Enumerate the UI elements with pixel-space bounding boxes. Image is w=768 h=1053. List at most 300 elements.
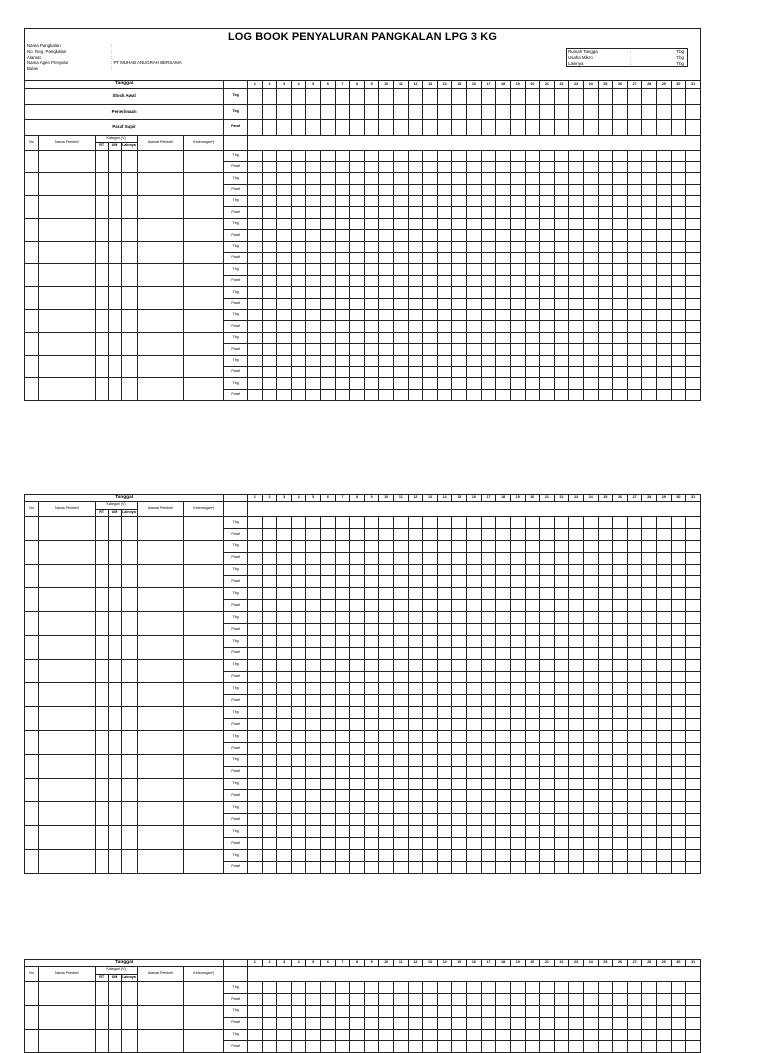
day-cell[interactable]: [554, 378, 569, 389]
no-cell[interactable]: [25, 309, 39, 332]
day-cell[interactable]: [291, 707, 306, 719]
day-cell[interactable]: [277, 378, 292, 389]
day-cell[interactable]: [306, 89, 321, 105]
day-cell[interactable]: [248, 161, 263, 172]
day-cell[interactable]: [510, 790, 525, 802]
day-cell[interactable]: [452, 707, 467, 719]
day-cell[interactable]: [335, 814, 350, 826]
day-cell[interactable]: [437, 635, 452, 647]
day-cell[interactable]: [510, 600, 525, 612]
day-cell[interactable]: [277, 849, 292, 861]
day-cell[interactable]: [364, 207, 379, 218]
day-cell[interactable]: [321, 528, 336, 540]
day-cell[interactable]: [408, 309, 423, 320]
keterangan-cell[interactable]: [184, 1029, 224, 1053]
day-cell[interactable]: [583, 1017, 598, 1029]
day-cell[interactable]: [496, 184, 511, 195]
day-cell[interactable]: [554, 104, 569, 120]
day-cell[interactable]: [291, 635, 306, 647]
um-cell[interactable]: [108, 287, 121, 310]
day-cell[interactable]: [496, 309, 511, 320]
day-cell[interactable]: [569, 826, 584, 838]
day-cell[interactable]: [481, 659, 496, 671]
day-cell[interactable]: [335, 683, 350, 695]
lainnya-cell[interactable]: [121, 683, 137, 707]
day-cell[interactable]: [379, 731, 394, 743]
day-cell[interactable]: [525, 184, 540, 195]
day-cell[interactable]: [423, 528, 438, 540]
alamat-cell[interactable]: [137, 982, 184, 1006]
day-cell[interactable]: [540, 218, 555, 229]
day-cell[interactable]: [277, 1005, 292, 1017]
day-cell[interactable]: [379, 1005, 394, 1017]
day-cell[interactable]: [291, 993, 306, 1005]
day-cell[interactable]: [686, 731, 701, 743]
day-cell[interactable]: [423, 742, 438, 754]
day-cell[interactable]: [496, 742, 511, 754]
day-cell[interactable]: [686, 196, 701, 207]
day-cell[interactable]: [452, 230, 467, 241]
day-cell[interactable]: [262, 355, 277, 366]
day-cell[interactable]: [335, 731, 350, 743]
day-cell[interactable]: [437, 982, 452, 994]
day-cell[interactable]: [262, 790, 277, 802]
day-cell[interactable]: [613, 612, 628, 624]
day-cell[interactable]: [583, 321, 598, 332]
day-cell[interactable]: [510, 287, 525, 298]
day-cell[interactable]: [335, 517, 350, 529]
day-cell[interactable]: [379, 814, 394, 826]
day-cell[interactable]: [277, 230, 292, 241]
day-cell[interactable]: [510, 241, 525, 252]
day-cell[interactable]: [277, 104, 292, 120]
day-cell[interactable]: [291, 849, 306, 861]
day-cell[interactable]: [423, 683, 438, 695]
day-cell[interactable]: [598, 207, 613, 218]
day-cell[interactable]: [540, 683, 555, 695]
day-cell[interactable]: [569, 624, 584, 636]
day-cell[interactable]: [598, 241, 613, 252]
day-cell[interactable]: [321, 635, 336, 647]
day-cell[interactable]: [248, 826, 263, 838]
day-cell[interactable]: [613, 389, 628, 400]
day-cell[interactable]: [364, 355, 379, 366]
day-cell[interactable]: [262, 89, 277, 105]
day-cell[interactable]: [408, 635, 423, 647]
nama-cell[interactable]: [38, 196, 95, 219]
day-cell[interactable]: [642, 1029, 657, 1041]
day-cell[interactable]: [452, 993, 467, 1005]
day-cell[interactable]: [613, 207, 628, 218]
alamat-cell[interactable]: [137, 309, 184, 332]
day-cell[interactable]: [627, 600, 642, 612]
day-cell[interactable]: [437, 1029, 452, 1041]
day-cell[interactable]: [657, 647, 672, 659]
day-cell[interactable]: [642, 564, 657, 576]
day-cell[interactable]: [613, 253, 628, 264]
day-cell[interactable]: [554, 790, 569, 802]
day-cell[interactable]: [671, 253, 686, 264]
day-cell[interactable]: [452, 540, 467, 552]
day-cell[interactable]: [496, 150, 511, 161]
day-cell[interactable]: [686, 588, 701, 600]
day-cell[interactable]: [627, 344, 642, 355]
day-cell[interactable]: [379, 552, 394, 564]
day-cell[interactable]: [321, 659, 336, 671]
day-cell[interactable]: [291, 241, 306, 252]
day-cell[interactable]: [583, 230, 598, 241]
day-cell[interactable]: [452, 355, 467, 366]
day-cell[interactable]: [467, 230, 482, 241]
day-cell[interactable]: [408, 802, 423, 814]
day-cell[interactable]: [408, 104, 423, 120]
day-cell[interactable]: [598, 230, 613, 241]
day-cell[interactable]: [569, 552, 584, 564]
day-cell[interactable]: [613, 838, 628, 850]
day-cell[interactable]: [540, 742, 555, 754]
day-cell[interactable]: [583, 814, 598, 826]
day-cell[interactable]: [510, 161, 525, 172]
day-cell[interactable]: [613, 1005, 628, 1017]
day-cell[interactable]: [627, 576, 642, 588]
day-cell[interactable]: [248, 588, 263, 600]
day-cell[interactable]: [540, 754, 555, 766]
day-cell[interactable]: [671, 993, 686, 1005]
day-cell[interactable]: [364, 241, 379, 252]
day-cell[interactable]: [598, 309, 613, 320]
no-cell[interactable]: [25, 196, 39, 219]
day-cell[interactable]: [291, 742, 306, 754]
day-cell[interactable]: [408, 1029, 423, 1041]
day-cell[interactable]: [554, 624, 569, 636]
day-cell[interactable]: [642, 982, 657, 994]
day-cell[interactable]: [671, 287, 686, 298]
day-cell[interactable]: [467, 683, 482, 695]
day-cell[interactable]: [364, 378, 379, 389]
day-cell[interactable]: [686, 275, 701, 286]
day-cell[interactable]: [627, 230, 642, 241]
day-cell[interactable]: [277, 355, 292, 366]
day-cell[interactable]: [540, 600, 555, 612]
day-cell[interactable]: [467, 659, 482, 671]
day-cell[interactable]: [248, 695, 263, 707]
no-cell[interactable]: [25, 754, 39, 778]
lainnya-cell[interactable]: [121, 378, 137, 401]
day-cell[interactable]: [379, 298, 394, 309]
day-cell[interactable]: [657, 552, 672, 564]
day-cell[interactable]: [554, 1041, 569, 1053]
day-cell[interactable]: [423, 287, 438, 298]
day-cell[interactable]: [321, 378, 336, 389]
day-cell[interactable]: [394, 218, 409, 229]
day-cell[interactable]: [277, 564, 292, 576]
day-cell[interactable]: [583, 766, 598, 778]
day-cell[interactable]: [540, 1017, 555, 1029]
day-cell[interactable]: [510, 344, 525, 355]
day-cell[interactable]: [554, 600, 569, 612]
day-cell[interactable]: [583, 683, 598, 695]
um-cell[interactable]: [108, 802, 121, 826]
day-cell[interactable]: [452, 184, 467, 195]
day-cell[interactable]: [364, 173, 379, 184]
nama-cell[interactable]: [38, 241, 95, 264]
day-cell[interactable]: [277, 683, 292, 695]
day-cell[interactable]: [510, 218, 525, 229]
day-cell[interactable]: [657, 719, 672, 731]
day-cell[interactable]: [657, 695, 672, 707]
day-cell[interactable]: [394, 264, 409, 275]
day-cell[interactable]: [525, 849, 540, 861]
day-cell[interactable]: [510, 778, 525, 790]
day-cell[interactable]: [423, 89, 438, 105]
day-cell[interactable]: [671, 647, 686, 659]
day-cell[interactable]: [569, 309, 584, 320]
day-cell[interactable]: [642, 184, 657, 195]
day-cell[interactable]: [540, 671, 555, 683]
day-cell[interactable]: [671, 120, 686, 136]
day-cell[interactable]: [335, 355, 350, 366]
day-cell[interactable]: [481, 196, 496, 207]
day-cell[interactable]: [364, 104, 379, 120]
day-cell[interactable]: [481, 184, 496, 195]
day-cell[interactable]: [306, 754, 321, 766]
day-cell[interactable]: [262, 576, 277, 588]
day-cell[interactable]: [554, 766, 569, 778]
day-cell[interactable]: [335, 120, 350, 136]
day-cell[interactable]: [627, 173, 642, 184]
day-cell[interactable]: [686, 528, 701, 540]
day-cell[interactable]: [481, 742, 496, 754]
day-cell[interactable]: [321, 1005, 336, 1017]
day-cell[interactable]: [437, 528, 452, 540]
day-cell[interactable]: [525, 612, 540, 624]
day-cell[interactable]: [481, 612, 496, 624]
day-cell[interactable]: [554, 719, 569, 731]
day-cell[interactable]: [540, 861, 555, 873]
day-cell[interactable]: [510, 624, 525, 636]
day-cell[interactable]: [481, 1005, 496, 1017]
day-cell[interactable]: [262, 253, 277, 264]
day-cell[interactable]: [394, 838, 409, 850]
day-cell[interactable]: [554, 731, 569, 743]
day-cell[interactable]: [423, 332, 438, 343]
day-cell[interactable]: [437, 600, 452, 612]
day-cell[interactable]: [321, 731, 336, 743]
day-cell[interactable]: [350, 161, 365, 172]
nama-cell[interactable]: [38, 826, 95, 850]
day-cell[interactable]: [642, 754, 657, 766]
day-cell[interactable]: [583, 173, 598, 184]
day-cell[interactable]: [496, 671, 511, 683]
day-cell[interactable]: [437, 1041, 452, 1053]
day-cell[interactable]: [467, 1041, 482, 1053]
day-cell[interactable]: [350, 104, 365, 120]
day-cell[interactable]: [657, 1029, 672, 1041]
day-cell[interactable]: [569, 528, 584, 540]
alamat-cell[interactable]: [137, 1005, 184, 1029]
day-cell[interactable]: [583, 778, 598, 790]
day-cell[interactable]: [657, 814, 672, 826]
day-cell[interactable]: [598, 754, 613, 766]
day-cell[interactable]: [248, 790, 263, 802]
day-cell[interactable]: [452, 671, 467, 683]
day-cell[interactable]: [642, 814, 657, 826]
day-cell[interactable]: [467, 849, 482, 861]
day-cell[interactable]: [540, 253, 555, 264]
day-cell[interactable]: [306, 230, 321, 241]
day-cell[interactable]: [613, 647, 628, 659]
day-cell[interactable]: [248, 731, 263, 743]
day-cell[interactable]: [554, 517, 569, 529]
day-cell[interactable]: [657, 104, 672, 120]
day-cell[interactable]: [467, 378, 482, 389]
day-cell[interactable]: [335, 207, 350, 218]
day-cell[interactable]: [306, 647, 321, 659]
day-cell[interactable]: [408, 861, 423, 873]
day-cell[interactable]: [379, 184, 394, 195]
day-cell[interactable]: [350, 564, 365, 576]
alamat-cell[interactable]: [137, 332, 184, 355]
day-cell[interactable]: [657, 389, 672, 400]
day-cell[interactable]: [306, 790, 321, 802]
um-cell[interactable]: [108, 241, 121, 264]
day-cell[interactable]: [657, 150, 672, 161]
day-cell[interactable]: [686, 719, 701, 731]
day-cell[interactable]: [613, 321, 628, 332]
day-cell[interactable]: [394, 861, 409, 873]
day-cell[interactable]: [467, 540, 482, 552]
day-cell[interactable]: [671, 264, 686, 275]
day-cell[interactable]: [423, 1041, 438, 1053]
day-cell[interactable]: [642, 683, 657, 695]
day-cell[interactable]: [671, 695, 686, 707]
day-cell[interactable]: [642, 517, 657, 529]
day-cell[interactable]: [569, 332, 584, 343]
day-cell[interactable]: [394, 253, 409, 264]
day-cell[interactable]: [540, 389, 555, 400]
day-cell[interactable]: [598, 173, 613, 184]
day-cell[interactable]: [657, 309, 672, 320]
day-cell[interactable]: [657, 275, 672, 286]
day-cell[interactable]: [467, 778, 482, 790]
day-cell[interactable]: [437, 624, 452, 636]
day-cell[interactable]: [583, 275, 598, 286]
day-cell[interactable]: [525, 861, 540, 873]
day-cell[interactable]: [642, 731, 657, 743]
day-cell[interactable]: [525, 1029, 540, 1041]
day-cell[interactable]: [671, 517, 686, 529]
no-cell[interactable]: [25, 683, 39, 707]
day-cell[interactable]: [452, 695, 467, 707]
day-cell[interactable]: [613, 993, 628, 1005]
day-cell[interactable]: [423, 647, 438, 659]
day-cell[interactable]: [277, 790, 292, 802]
day-cell[interactable]: [671, 378, 686, 389]
day-cell[interactable]: [306, 378, 321, 389]
day-cell[interactable]: [394, 321, 409, 332]
day-cell[interactable]: [364, 802, 379, 814]
day-cell[interactable]: [306, 344, 321, 355]
day-cell[interactable]: [583, 576, 598, 588]
day-cell[interactable]: [686, 366, 701, 377]
day-cell[interactable]: [554, 838, 569, 850]
day-cell[interactable]: [481, 802, 496, 814]
day-cell[interactable]: [496, 1029, 511, 1041]
day-cell[interactable]: [262, 707, 277, 719]
day-cell[interactable]: [364, 635, 379, 647]
day-cell[interactable]: [437, 1017, 452, 1029]
day-cell[interactable]: [554, 849, 569, 861]
day-cell[interactable]: [657, 754, 672, 766]
day-cell[interactable]: [437, 695, 452, 707]
day-cell[interactable]: [408, 1041, 423, 1053]
day-cell[interactable]: [321, 600, 336, 612]
day-cell[interactable]: [657, 298, 672, 309]
day-cell[interactable]: [321, 612, 336, 624]
day-cell[interactable]: [627, 802, 642, 814]
day-cell[interactable]: [291, 1029, 306, 1041]
day-cell[interactable]: [452, 264, 467, 275]
alamat-cell[interactable]: [137, 588, 184, 612]
day-cell[interactable]: [437, 275, 452, 286]
day-cell[interactable]: [262, 647, 277, 659]
day-cell[interactable]: [554, 253, 569, 264]
day-cell[interactable]: [569, 264, 584, 275]
day-cell[interactable]: [540, 528, 555, 540]
day-cell[interactable]: [613, 600, 628, 612]
day-cell[interactable]: [671, 1017, 686, 1029]
day-cell[interactable]: [437, 731, 452, 743]
day-cell[interactable]: [335, 993, 350, 1005]
day-cell[interactable]: [248, 332, 263, 343]
day-cell[interactable]: [642, 588, 657, 600]
day-cell[interactable]: [423, 624, 438, 636]
day-cell[interactable]: [467, 517, 482, 529]
day-cell[interactable]: [423, 695, 438, 707]
day-cell[interactable]: [613, 731, 628, 743]
day-cell[interactable]: [306, 196, 321, 207]
day-cell[interactable]: [306, 1041, 321, 1053]
nama-cell[interactable]: [38, 707, 95, 731]
day-cell[interactable]: [277, 552, 292, 564]
day-cell[interactable]: [496, 814, 511, 826]
day-cell[interactable]: [642, 332, 657, 343]
day-cell[interactable]: [321, 517, 336, 529]
day-cell[interactable]: [627, 378, 642, 389]
day-cell[interactable]: [452, 104, 467, 120]
day-cell[interactable]: [277, 253, 292, 264]
day-cell[interactable]: [306, 207, 321, 218]
day-cell[interactable]: [350, 766, 365, 778]
day-cell[interactable]: [364, 683, 379, 695]
day-cell[interactable]: [350, 647, 365, 659]
day-cell[interactable]: [540, 707, 555, 719]
day-cell[interactable]: [540, 647, 555, 659]
day-cell[interactable]: [481, 766, 496, 778]
day-cell[interactable]: [408, 378, 423, 389]
day-cell[interactable]: [321, 104, 336, 120]
day-cell[interactable]: [408, 517, 423, 529]
day-cell[interactable]: [583, 196, 598, 207]
day-cell[interactable]: [335, 275, 350, 286]
day-cell[interactable]: [379, 826, 394, 838]
day-cell[interactable]: [350, 849, 365, 861]
day-cell[interactable]: [525, 253, 540, 264]
day-cell[interactable]: [364, 264, 379, 275]
um-cell[interactable]: [108, 264, 121, 287]
day-cell[interactable]: [481, 355, 496, 366]
day-cell[interactable]: [686, 1005, 701, 1017]
